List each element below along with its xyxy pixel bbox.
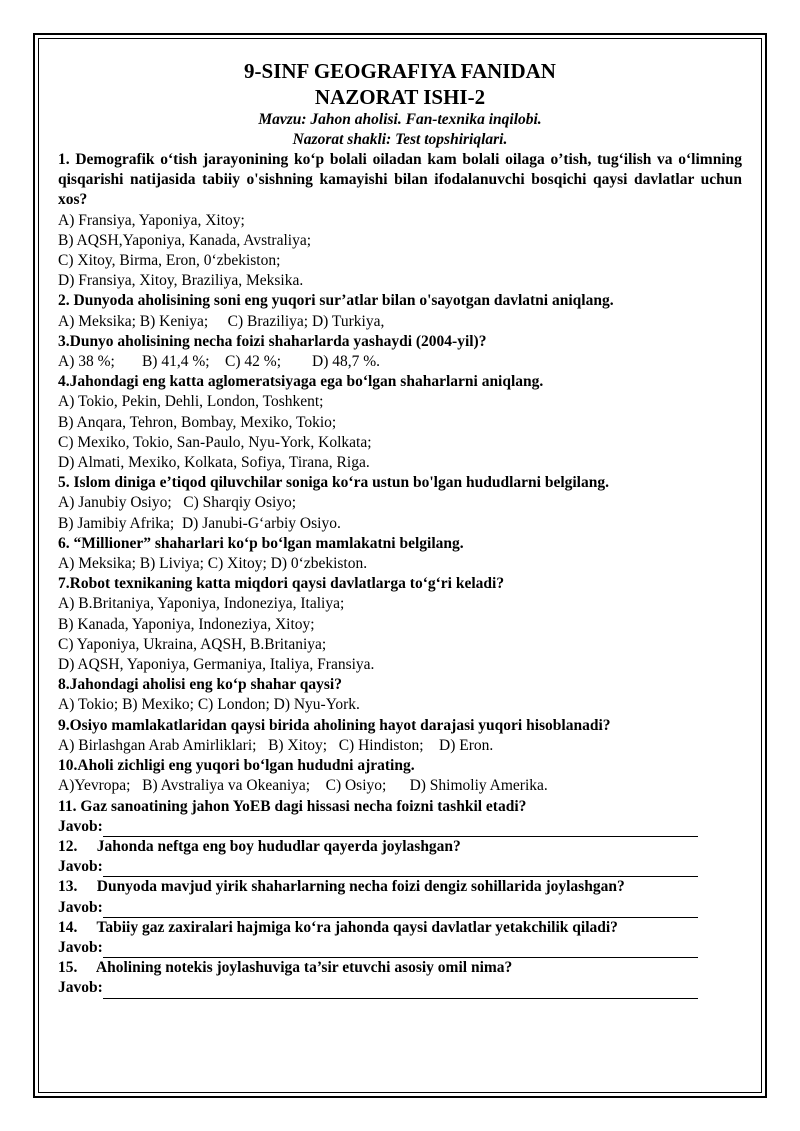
answer-option: D) AQSH, Yaponiya, Germaniya, Italiya, Fransiya. xyxy=(58,656,375,674)
question-text: 6. “Millioner” shaharlari ko‘p bo‘lgan mamlakatni belgilang. xyxy=(58,534,464,552)
answer-label: Javob: xyxy=(58,898,103,916)
question-text: 5. Islom diniga e’tiqod qiluvchilar soniga ko‘ra ustun bo'lgan hududlarni belgilang. xyxy=(58,474,609,492)
question-text: 8.Jahondagi aholisi eng ko‘p shahar qaysi? xyxy=(58,676,342,694)
question-text: 7.Robot texnikaning katta miqdori qaysi davlatlarga to‘g‘ri keladi? xyxy=(58,575,505,593)
test-sheet xyxy=(58,58,742,999)
answer-option: D) Fransiya, Xitoy, Braziliya, Meksika. xyxy=(58,272,304,290)
open-question-block xyxy=(58,958,742,998)
answer-option: D) Almati, Mexiko, Kolkata, Sofiya, Tirana, Riga. xyxy=(58,454,370,472)
answer-option: A) Tokio, Pekin, Dehli, London, Toshkent; xyxy=(58,393,324,411)
answer-option: A) Meksika; B) Keniya; C) Braziliya; D) Turkiya, xyxy=(58,312,385,330)
topic-line: Mavzu: Jahon aholisi. Fan-texnika inqilobi. xyxy=(258,111,542,128)
answer-line[interactable] xyxy=(103,860,698,877)
question-text: 12. Jahonda neftga eng boy hududlar qayerda joylashgan? xyxy=(58,837,461,855)
question-text: 1. Demografik o‘tish jarayonining ko‘p bolali oiladan kam bolali oilaga o’tish, tug‘ilish va o‘limning qisqarishi natijasida tabiiy o'sishning kamayishi bilan ifodalanuvchi bosqichi qaysi davlatlar uchun xos? xyxy=(58,151,742,209)
answer-line[interactable] xyxy=(103,901,698,918)
open-question-list xyxy=(58,797,742,999)
answer-option: A) Tokio; B) Mexiko; C) London; D) Nyu-York. xyxy=(58,696,360,714)
answer-option: A) Janubiy Osiyo; C) Sharqiy Osiyo; xyxy=(58,494,297,512)
question-block xyxy=(58,150,742,291)
question-block xyxy=(58,716,742,756)
answer-option: A) 38 %; B) 41,4 %; C) 42 %; D) 48,7 %. xyxy=(58,353,381,371)
answer-option: C) Yaponiya, Ukraina, AQSH, B.Britaniya; xyxy=(58,635,327,653)
answer-label: Javob: xyxy=(58,817,103,835)
question-block xyxy=(58,574,742,675)
question-block xyxy=(58,534,742,574)
multiple-choice-list xyxy=(58,150,742,797)
open-question-block xyxy=(58,877,742,917)
answer-line[interactable] xyxy=(103,820,698,837)
question-text: 4.Jahondagi eng katta aglomeratsiyaga ega bo‘lgan shaharlarni aniqlang. xyxy=(58,373,544,391)
answer-option: B) Jamibiy Afrika; D) Janubi-G‘arbiy Osiyo. xyxy=(58,514,341,532)
answer-row xyxy=(58,898,742,918)
question-text: 14. Tabiiy gaz zaxiralari hajmiga ko‘ra jahonda qaysi davlatlar yetakchilik qiladi? xyxy=(58,918,618,936)
answer-option: A)Yevropa; B) Avstraliya va Okeaniya; C) Osiyo; D) Shimoliy Amerika. xyxy=(58,777,548,795)
question-block xyxy=(58,675,742,715)
open-question-block xyxy=(58,837,742,877)
answer-option: B) Anqara, Tehron, Bombay, Mexiko, Tokio; xyxy=(58,413,337,431)
answer-line[interactable] xyxy=(103,941,698,958)
answer-row xyxy=(58,857,742,877)
form-line: Nazorat shakli: Test topshiriqlari. xyxy=(292,131,508,148)
answer-row xyxy=(58,817,742,837)
question-text: 11. Gaz sanoatining jahon YoEB dagi hissasi necha foizni tashkil etadi? xyxy=(58,797,527,815)
open-question-block xyxy=(58,918,742,958)
answer-option: C) Xitoy, Birma, Eron, 0‘zbekiston; xyxy=(58,252,281,270)
question-block xyxy=(58,291,742,331)
answer-row xyxy=(58,938,742,958)
question-block xyxy=(58,473,742,534)
question-text: 2. Dunyoda aholisining soni eng yuqori sur’atlar bilan o'sayotgan davlatni aniqlang. xyxy=(58,292,614,310)
question-text: 15. Aholining notekis joylashuviga ta’sir etuvchi asosiy omil nima? xyxy=(58,959,513,977)
answer-label: Javob: xyxy=(58,858,103,876)
answer-option: B) AQSH,Yaponiya, Kanada, Avstraliya; xyxy=(58,231,312,249)
answer-label: Javob: xyxy=(58,979,103,997)
question-text: 10.Aholi zichligi eng yuqori bo‘lgan hududni ajrating. xyxy=(58,757,415,775)
question-text: 3.Dunyo aholisining necha foizi shaharlarda yashaydi (2004-yil)? xyxy=(58,332,487,350)
answer-option: A) Birlashgan Arab Amirliklari; B) Xitoy; C) Hindiston; D) Eron. xyxy=(58,736,494,754)
question-text: 9.Osiyo mamlakatlaridan qaysi birida aholining hayot darajasi yuqori hisoblanadi? xyxy=(58,716,611,734)
page-title xyxy=(58,58,742,110)
answer-line[interactable] xyxy=(103,982,698,999)
answer-label: Javob: xyxy=(58,938,103,956)
answer-option: A) Fransiya, Yaponiya, Xitoy; xyxy=(58,211,245,229)
question-block xyxy=(58,332,742,372)
answer-option: A) B.Britaniya, Yaponiya, Indoneziya, Italiya; xyxy=(58,595,345,613)
question-block xyxy=(58,756,742,796)
question-block xyxy=(58,372,742,473)
answer-option: A) Meksika; B) Liviya; C) Xitoy; D) 0‘zbekiston. xyxy=(58,555,368,573)
title-line-1: 9-SINF GEOGRAFIYA FANIDAN xyxy=(244,59,556,83)
open-question-block xyxy=(58,797,742,837)
answer-option: B) Kanada, Yaponiya, Indoneziya, Xitoy; xyxy=(58,615,315,633)
title-line-2: NAZORAT ISHI-2 xyxy=(314,85,486,109)
answer-option: C) Mexiko, Tokio, San-Paulo, Nyu-York, Kolkata; xyxy=(58,433,372,451)
question-text: 13. Dunyoda mavjud yirik shaharlarning necha foizi dengiz sohillarida joylashgan? xyxy=(58,878,625,896)
answer-row xyxy=(58,978,742,998)
